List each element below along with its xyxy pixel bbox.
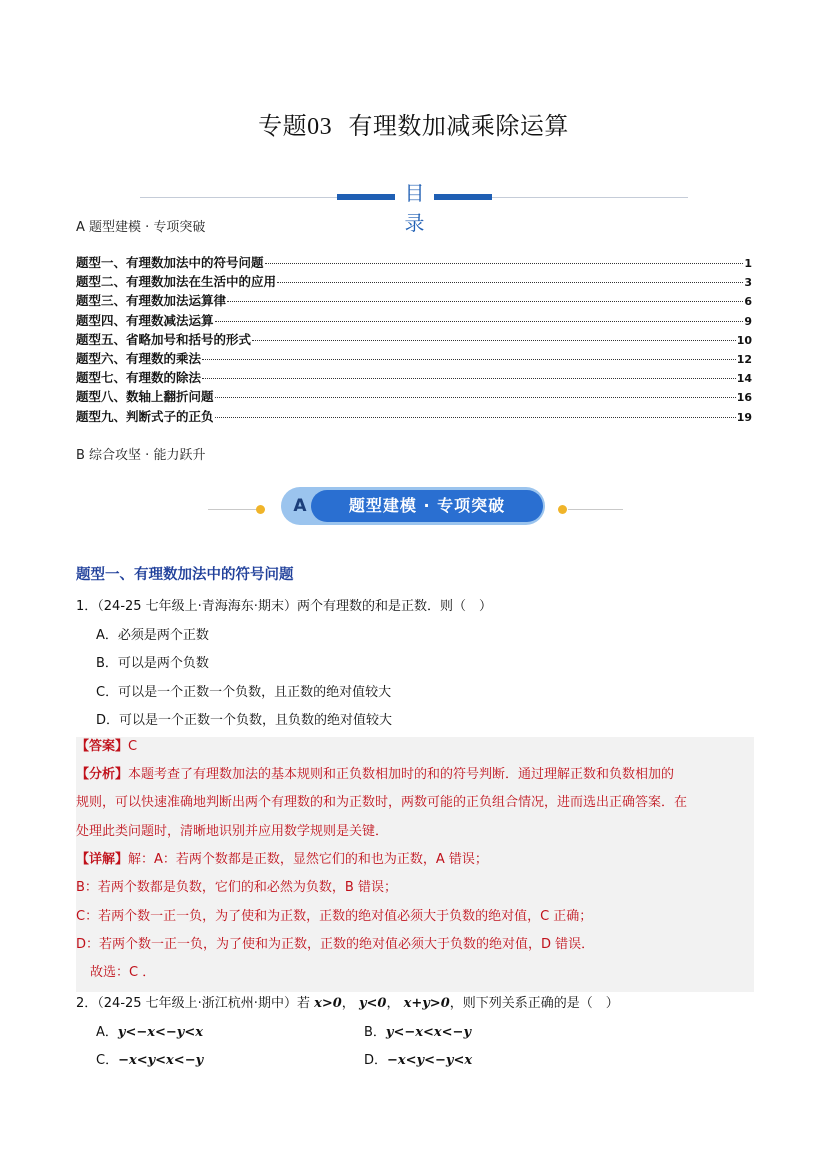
separator: ， bbox=[341, 996, 355, 1011]
toc-entry-title: 题型三、有理数加法运算律 bbox=[76, 293, 227, 309]
toc-leader bbox=[202, 378, 736, 379]
answer-value: C bbox=[128, 739, 138, 754]
toc-leader bbox=[252, 340, 736, 341]
analysis-text: 本题考查了有理数加法的基本规则和正负数相加时的和的符号判断．通过理解正数和负数相加的 bbox=[128, 767, 675, 782]
toc-entry-page: 10 bbox=[736, 333, 752, 347]
section-b-label: B 综合攻坚 · 能力跃升 bbox=[76, 448, 206, 463]
option-expression: y<−x<−y<x bbox=[117, 1025, 203, 1040]
toc-entry-page: 6 bbox=[744, 295, 752, 309]
toc-entry-page: 14 bbox=[736, 372, 752, 386]
toc-leader bbox=[215, 321, 744, 322]
toc-entry-page: 3 bbox=[744, 276, 752, 290]
question-2-condition-1: x>0 bbox=[314, 996, 342, 1011]
toc-header-bar-left bbox=[337, 194, 395, 200]
question-1-option-d: D．可以是一个正数一个负数，且负数的绝对值较大 bbox=[96, 713, 393, 728]
detail-line-2: B：若两个数都是负数，它们的和必然为负数，B 错误； bbox=[76, 880, 397, 895]
toc-entry-title: 题型四、有理数减法运算 bbox=[76, 312, 214, 328]
answer-line bbox=[76, 737, 754, 756]
option-expression: −x<y<x<−y bbox=[118, 1053, 204, 1068]
analysis-line-2: 规则，可以快速准确地判断出两个有理数的和为正数时，两数可能的正负组合情况，进而选出正确答案．在 bbox=[76, 795, 688, 810]
option-label: C． bbox=[96, 1053, 119, 1068]
toc-entry-page: 16 bbox=[736, 391, 752, 405]
question-2-prefix: 2．（24-25 七年级上·浙江杭州·期中）若 bbox=[76, 996, 310, 1011]
toc-entry[interactable] bbox=[76, 253, 752, 272]
title-text: 有理数加减乘除运算 bbox=[348, 112, 569, 140]
detail-line-5: 故选：C ． bbox=[90, 965, 156, 980]
toc-leader bbox=[215, 417, 736, 418]
analysis-line-1 bbox=[76, 765, 754, 784]
title-prefix: 专题 bbox=[258, 112, 308, 140]
question-1-option-a: A．必须是两个正数 bbox=[96, 628, 209, 643]
option-expression: y<−x<x<−y bbox=[385, 1025, 471, 1040]
banner-dot-right bbox=[558, 505, 567, 514]
question-2-option-b bbox=[364, 1021, 471, 1040]
question-1-stem: 1．（24-25 七年级上·青海海东·期末）两个有理数的和是正数．则（ ） bbox=[76, 599, 492, 614]
toc-entry-page: 9 bbox=[744, 314, 752, 328]
question-1-option-b: B．可以是两个负数 bbox=[96, 656, 209, 671]
toc-entry[interactable] bbox=[76, 311, 752, 330]
toc-entry[interactable] bbox=[76, 387, 752, 406]
question-2-option-c bbox=[96, 1049, 203, 1068]
toc-leader bbox=[215, 397, 736, 398]
toc-entry-title: 题型九、判断式子的正负 bbox=[76, 408, 214, 424]
section-banner bbox=[200, 487, 630, 527]
toc-entry[interactable] bbox=[76, 291, 752, 310]
toc-leader bbox=[227, 301, 743, 302]
section-a-label: A 题型建模 · 专项突破 bbox=[76, 220, 206, 235]
toc-header-label: 目录 bbox=[395, 178, 434, 238]
toc-header-bar-right bbox=[434, 194, 492, 200]
toc-entry[interactable] bbox=[76, 368, 752, 387]
question-1-option-c: C．可以是一个正数一个负数，且正数的绝对值较大 bbox=[96, 685, 392, 700]
toc-entry-title: 题型八、数轴上翻折问题 bbox=[76, 389, 214, 405]
toc-leader bbox=[265, 263, 744, 264]
title-number: 03 bbox=[307, 114, 333, 140]
question-type-heading: 题型一、有理数加法中的符号问题 bbox=[76, 567, 294, 583]
banner-dot-left bbox=[256, 505, 265, 514]
question-2-stem bbox=[76, 992, 619, 1011]
option-label: B． bbox=[364, 1025, 386, 1040]
option-expression: −x<y<−y<x bbox=[387, 1053, 473, 1068]
question-2-condition-3: x+y>0 bbox=[403, 996, 450, 1011]
question-2-condition-2: y<0 bbox=[358, 996, 387, 1011]
toc-entry[interactable] bbox=[76, 330, 752, 349]
toc-entry-page: 19 bbox=[736, 410, 752, 424]
analysis-tag: 【分析】 bbox=[76, 767, 129, 782]
banner-text: 题型建模 · 专项突破 bbox=[311, 490, 543, 522]
toc-entry-page: 12 bbox=[736, 352, 752, 366]
page-title bbox=[0, 106, 827, 141]
option-label: D． bbox=[364, 1053, 388, 1068]
toc-entry-title: 题型一、有理数加法中的符号问题 bbox=[76, 255, 264, 270]
banner-rule-left bbox=[208, 509, 263, 510]
question-2-option-a bbox=[96, 1021, 203, 1040]
toc-entry[interactable] bbox=[76, 272, 752, 291]
question-2-suffix: ，则下列关系正确的是（ ） bbox=[449, 996, 619, 1011]
separator: ， bbox=[386, 996, 400, 1011]
analysis-line-3: 处理此类问题时，清晰地识别并应用数学规则是关键． bbox=[76, 824, 389, 839]
banner-rule-right bbox=[568, 509, 623, 510]
detail-line-1 bbox=[76, 850, 754, 869]
answer-tag: 【答案】 bbox=[76, 739, 129, 754]
toc-entry[interactable] bbox=[76, 407, 752, 426]
toc-entry-title: 题型六、有理数的乘法 bbox=[76, 350, 202, 366]
detail-line-4: D：若两个数一正一负，为了使和为正数，正数的绝对值必须大于负数的绝对值，D 错误． bbox=[76, 937, 595, 952]
toc-leader bbox=[202, 359, 736, 360]
detail-text: 解：A：若两个数都是正数，显然它们的和也为正数，A 错误； bbox=[128, 852, 488, 867]
toc-entry-title: 题型五、省略加号和括号的形式 bbox=[76, 331, 252, 347]
toc-entry[interactable] bbox=[76, 349, 752, 368]
detail-tag: 【详解】 bbox=[76, 852, 129, 867]
toc-entry-title: 题型七、有理数的除法 bbox=[76, 370, 202, 386]
toc-entry-page: 1 bbox=[744, 257, 752, 270]
option-label: A． bbox=[96, 1025, 118, 1040]
table-of-contents bbox=[76, 253, 752, 426]
detail-line-3: C：若两个数一正一负，为了使和为正数，正数的绝对值必须大于负数的绝对值，C 正确； bbox=[76, 909, 593, 924]
toc-entry-title: 题型二、有理数加法在生活中的应用 bbox=[76, 274, 277, 290]
banner-pill bbox=[281, 487, 545, 525]
question-2-option-d bbox=[364, 1049, 472, 1068]
toc-leader bbox=[277, 282, 743, 283]
banner-letter: A bbox=[293, 496, 307, 516]
